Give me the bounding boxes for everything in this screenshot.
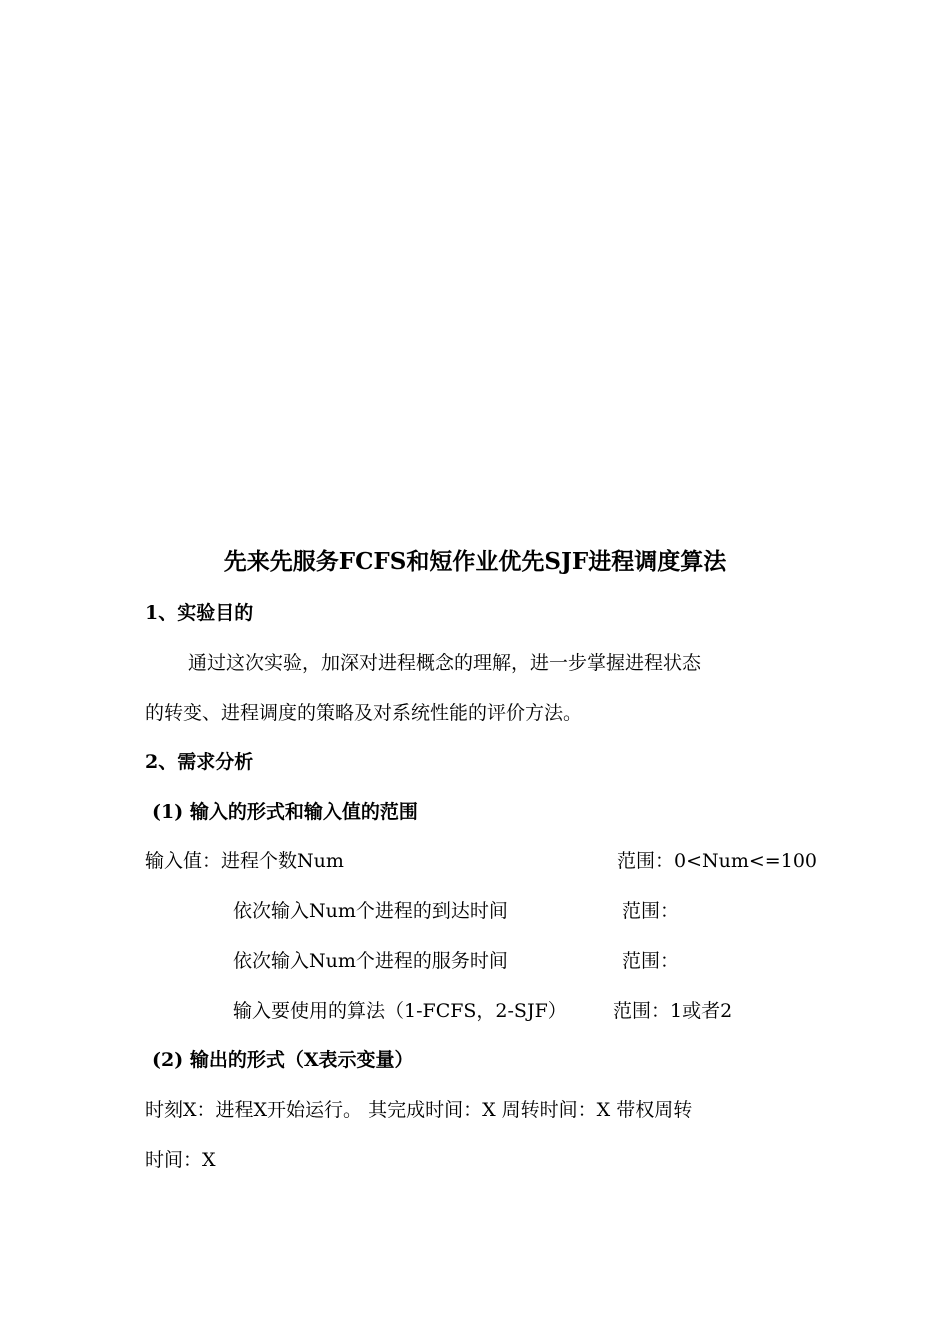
output-format-line-1: 时刻X：进程X开始运行。 其完成时间：X 周转时间：X 带权周转 bbox=[145, 1099, 693, 1121]
input-row-label: 输入要使用的算法（1-FCFS，2-SJF） bbox=[233, 1000, 567, 1022]
purpose-paragraph-line-1: 通过这次实验，加深对进程概念的理解，进一步掌握进程状态 bbox=[188, 652, 702, 674]
document-title: 先来先服务FCFS和短作业优先SJF进程调度算法 bbox=[223, 548, 727, 575]
section-heading-purpose: 1、实验目的 bbox=[145, 602, 254, 624]
input-row-range: 范围：1或者2 bbox=[613, 1000, 733, 1022]
input-row-label: 依次输入Num个进程的到达时间 bbox=[233, 900, 508, 922]
section-heading-requirements: 2、需求分析 bbox=[145, 751, 254, 773]
subsection-heading-input: (1) 输入的形式和输入值的范围 bbox=[152, 801, 418, 823]
output-format-line-2: 时间：X bbox=[145, 1149, 216, 1171]
input-row-label: 输入值：进程个数Num bbox=[145, 850, 344, 872]
input-row-range: 范围： bbox=[622, 900, 680, 922]
input-row-range: 范围： bbox=[622, 950, 680, 972]
subsection-heading-output: (2) 输出的形式（X表示变量） bbox=[152, 1049, 414, 1071]
input-row-label: 依次输入Num个进程的服务时间 bbox=[233, 950, 508, 972]
input-row-range: 范围：0<Num<=100 bbox=[617, 850, 817, 872]
purpose-paragraph-line-2: 的转变、进程调度的策略及对系统性能的评价方法。 bbox=[145, 702, 583, 724]
